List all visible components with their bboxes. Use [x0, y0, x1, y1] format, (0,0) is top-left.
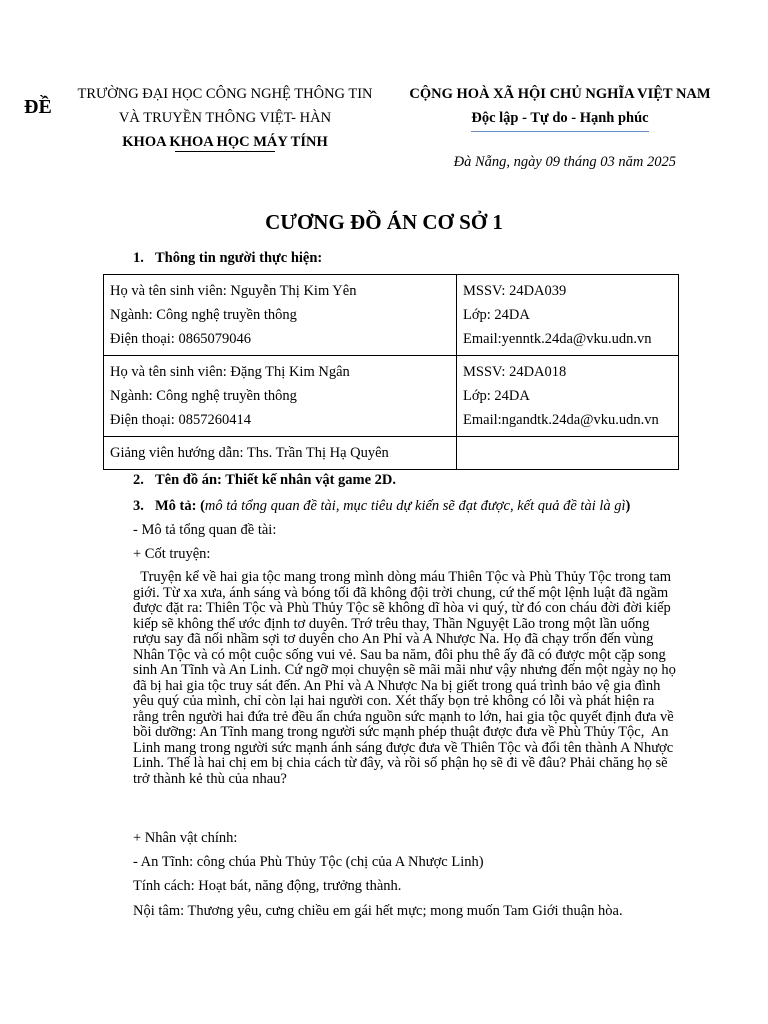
student2-left-cell: [104, 356, 457, 437]
student1-left-cell: [104, 275, 457, 356]
student2-email: Email:ngandtk.24da@vku.udn.vn: [463, 412, 659, 428]
student2-mssv: MSSV: 24DA018: [463, 364, 567, 380]
student1-right-cell: [457, 275, 679, 356]
faculty-name: KHOA KHOA HỌC MÁY TÍNH: [122, 134, 328, 150]
character-an-tinh: - An Tĩnh: công chúa Phù Thủy Tộc (chị của A Nhược Linh): [133, 854, 484, 870]
de-mark: ĐỀ: [24, 96, 52, 118]
section-2-heading: [133, 472, 396, 489]
story-paragraph: Truyện kể về hai gia tộc mang trong mình dòng máu Thiên Tộc và Phù Thủy Tộc trong tam giới. Từ xa xưa, ánh sáng và bóng tối đã không đội trời chung, cứ thế một lệnh luật đã ngầm được đặt ra: Thiên Tộc và Phù Thủy Tộc sẽ không dĩ hòa vi quý, từ đó con cháu đời đời kiếp kiếp sẽ không thể ước định tơ duyên. Trớ trêu thay, Thần Nguyệt Lão trong một lần uống rượu say đã nối nhầm sợi tơ duyên cho An Phỉ và A Nhược Na. Họ đã chạy trốn đến vùng Nhân Tộc và có một cuộc sống vui vẻ. Sau ba năm, đôi phu thê ấy đã có được một cặp song sinh An Tĩnh và An Linh. Cứ ngỡ mọi chuyện sẽ mãi mãi như vậy nhưng đến một ngày nọ họ đã bị hai gia tộc truy sát đến. An Phỉ và A Nhược Na bị giết trong quá trình bảo vệ gia đình yêu quý của mình, chỉ còn lại hai người con. Xét thấy bọn trẻ không có lỗi và phát hiện ra rằng trên người hai đứa trẻ đều ẩn chứa nguồn sức mạnh to lớn, hai gia tộc quyết định đưa về bồi dưỡng: An Tĩnh mang trong người sức mạnh phép thuật được đưa về Phù Thủy Tộc, An Linh mang trong người sức mạnh ánh sáng được đưa về Thiên Tộc và đổi tên thành A Nhược Linh. Thế là hai chị em bị chia cách từ đây, và rồi số phận họ sẽ đi về đâu? Phải chăng họ sẽ trở thành kẻ thù của nhau?: [133, 569, 680, 787]
section-3-number: 3.: [133, 498, 144, 514]
section-3-description: mô tả tổng quan đề tài, mục tiêu dự kiến sẽ đạt được, kết quả đề tài là gì: [204, 498, 626, 514]
overview-label: - Mô tả tổng quan đề tài:: [133, 522, 277, 538]
empty-cell: [457, 437, 679, 470]
student1-email: Email:yenntk.24da@vku.udn.vn: [463, 331, 652, 347]
section-3-heading: [133, 498, 630, 515]
national-motto: Độc lập - Tự do - Hạnh phúc: [471, 106, 648, 132]
student1-mssv: MSSV: 24DA039: [463, 283, 567, 299]
main-characters-heading: + Nhân vật chính:: [133, 830, 238, 846]
document-title: CƯƠNG ĐỒ ÁN CƠ SỞ 1: [265, 210, 503, 234]
inner-line: Nội tâm: Thương yêu, cưng chiều em gái hết mực; mong muốn Tam Giới thuận hòa.: [133, 903, 623, 919]
personality-line: Tính cách: Hoạt bát, năng động, trưởng thành.: [133, 878, 402, 894]
student2-phone: Điện thoại: 0857260414: [110, 412, 251, 428]
section-3-label: Mô tả: (: [155, 498, 205, 514]
advisor-name: Giảng viên hướng dẫn: Ths. Trần Thị Hạ Quyên: [110, 445, 389, 461]
student2-right-cell: [457, 356, 679, 437]
student-info-table: [103, 274, 679, 470]
section-2-label: Tên đồ án: Thiết kế nhân vật game 2D.: [155, 472, 397, 488]
advisor-cell: [104, 437, 457, 470]
student1-name: Họ và tên sinh viên: Nguyễn Thị Kim Yên: [110, 283, 357, 299]
national-header: [395, 82, 725, 132]
plot-heading: + Cốt truyện:: [133, 546, 211, 562]
university-name-line2: VÀ TRUYỀN THÔNG VIỆT- HÀN: [118, 110, 332, 126]
student1-major: Ngành: Công nghệ truyền thông: [110, 307, 297, 323]
student2-class: Lớp: 24DA: [463, 388, 530, 404]
section-1-number: 1.: [133, 250, 144, 266]
table-row: [104, 437, 679, 470]
student1-class: Lớp: 24DA: [463, 307, 530, 323]
table-row: [104, 356, 679, 437]
university-name-line1: TRƯỜNG ĐẠI HỌC CÔNG NGHỆ THÔNG TIN: [77, 86, 373, 102]
student2-name: Họ và tên sinh viên: Đặng Thị Kim Ngân: [110, 364, 350, 380]
section-1-heading: [133, 250, 322, 267]
student2-major: Ngành: Công nghệ truyền thông: [110, 388, 297, 404]
section-1-label: Thông tin người thực hiện:: [155, 250, 323, 266]
country-name: CỘNG HOÀ XÃ HỘI CHỦ NGHĨA VIỆT NAM: [409, 86, 711, 102]
institution-header: [60, 82, 390, 152]
student1-phone: Điện thoại: 0865079046: [110, 331, 251, 347]
table-row: [104, 275, 679, 356]
section-3-close: ): [625, 498, 631, 514]
date-line: Đà Nẵng, ngày 09 tháng 03 năm 2025: [453, 154, 676, 170]
section-2-number: 2.: [133, 472, 144, 488]
